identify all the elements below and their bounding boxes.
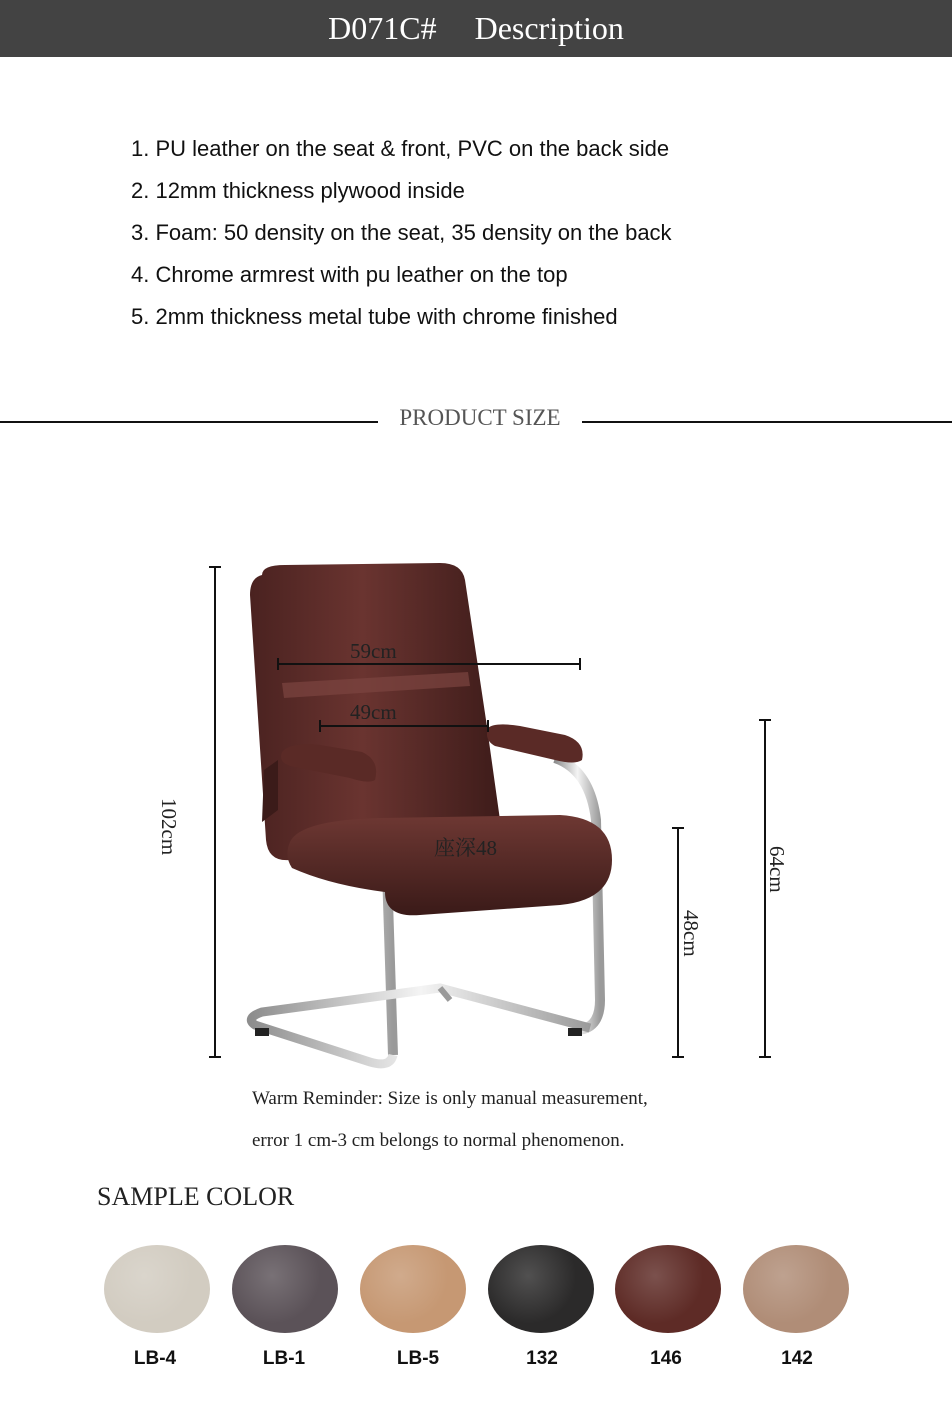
foot-right [568, 1028, 582, 1036]
back-width-label: 59cm [350, 639, 397, 663]
leather-swatch [360, 1245, 466, 1333]
feature-item: 3. Foam: 50 density on the seat, 35 density on the back [131, 220, 672, 245]
seat-width-label: 49cm [350, 700, 397, 724]
reminder-line-1: Warm Reminder: Size is only manual measurement, [252, 1088, 648, 1109]
foot-left [255, 1028, 269, 1036]
description-title: Description [474, 10, 624, 46]
feature-item: 1. PU leather on the seat & front, PVC on the back side [131, 136, 670, 161]
swatch-label: LB-5 [396, 1348, 440, 1369]
model-number: D071C# [328, 10, 437, 46]
product-size-title: PRODUCT SIZE [399, 405, 561, 430]
reminder-line-2: error 1 cm-3 cm belongs to normal phenomenon. [252, 1130, 625, 1151]
feature-item: 2. 12mm thickness plywood inside [131, 178, 465, 203]
feature-item: 4. Chrome armrest with pu leather on the top [131, 262, 568, 287]
swatch-label: LB-1 [262, 1348, 306, 1369]
leather-swatch [743, 1245, 849, 1333]
office-chair-illustration [250, 563, 612, 1064]
feature-item: 5. 2mm thickness metal tube with chrome finished [131, 304, 618, 329]
leather-swatch [232, 1245, 338, 1333]
swatch-label: 142 [781, 1348, 813, 1369]
seat-depth-label: 座深48 [434, 836, 497, 860]
total-height-label: 102cm [157, 798, 181, 856]
arm-height-label: 64cm [765, 846, 789, 893]
swatch-label: LB-4 [133, 1348, 177, 1369]
sled-base [251, 988, 590, 1064]
leather-swatch [488, 1245, 594, 1333]
sample-color-title: SAMPLE COLOR [97, 1182, 295, 1211]
swatch-label: 132 [526, 1348, 558, 1369]
leather-swatch [104, 1245, 210, 1333]
seat-cushion [287, 815, 612, 915]
leather-swatch [615, 1245, 721, 1333]
seat-height-label: 48cm [679, 910, 703, 957]
swatch-label: 146 [650, 1348, 682, 1369]
right-armrest-pad [487, 724, 583, 762]
